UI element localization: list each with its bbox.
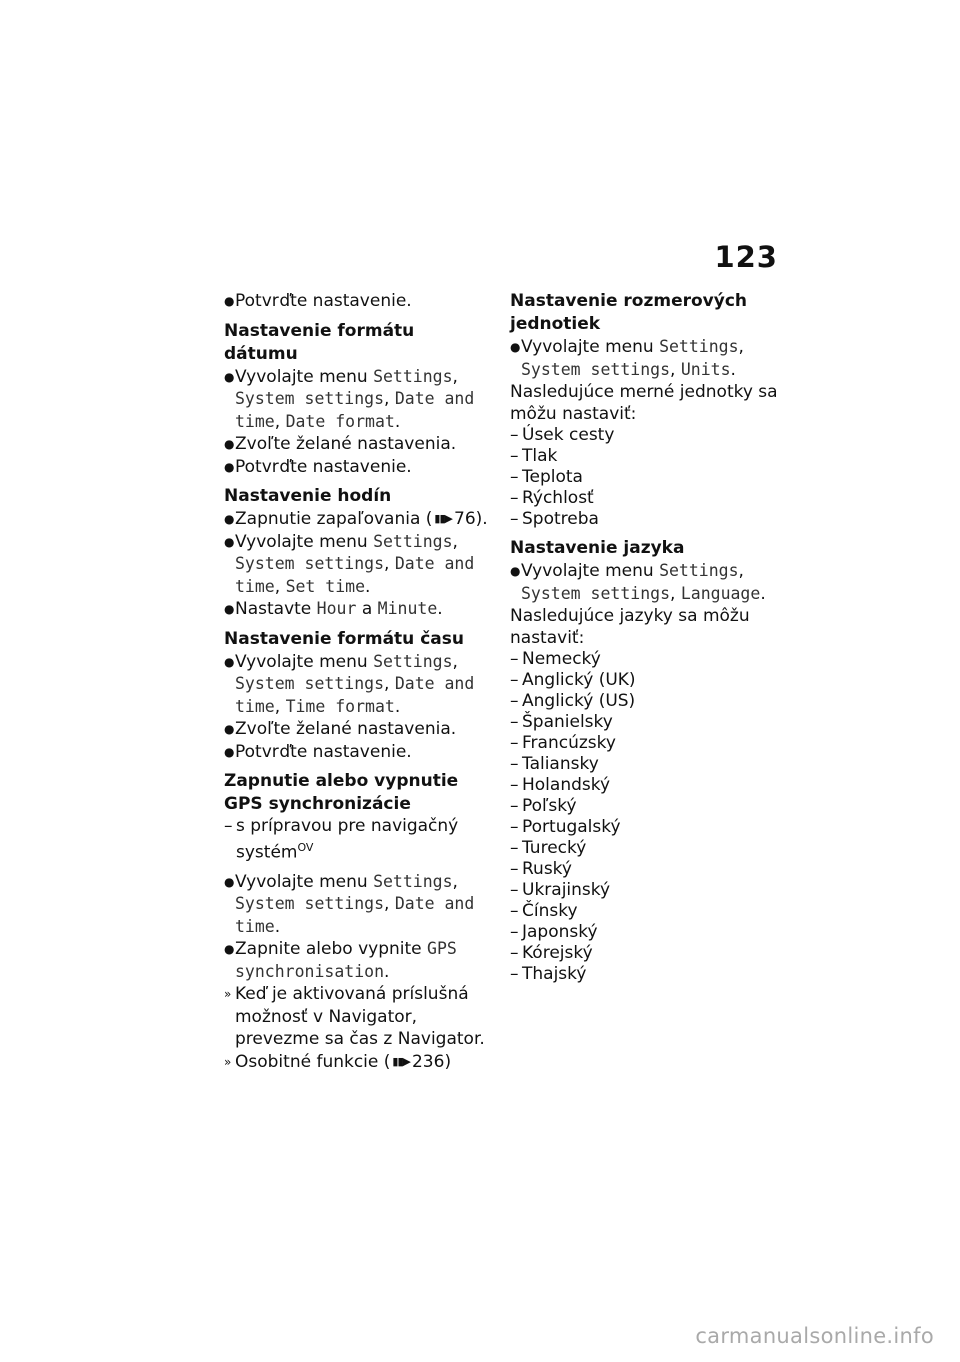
bullet-icon: ●: [224, 722, 235, 736]
page-reference-arrow-icon: ▮▮▶: [392, 1054, 410, 1068]
bullet-icon: ●: [224, 874, 235, 889]
condition-item: – s prípravou pre navigačný systém$^{OV}$: [224, 816, 459, 863]
menu-path: System settings: [235, 674, 385, 693]
bullet-item: ● Zvoľte želané nastavenia.: [224, 719, 457, 739]
menu-path: Date and time: [235, 389, 475, 431]
language-list: [510, 649, 784, 985]
list-item: – Thajský: [510, 964, 587, 984]
bullet-icon: ●: [224, 602, 235, 616]
bullet-icon: ●: [224, 294, 235, 308]
menu-path: Set time: [285, 576, 366, 596]
units-intro: Nasledujúce merné jednotky sa môžu nastaviť:: [510, 382, 778, 424]
menu-path: Settings: [373, 366, 453, 386]
list-item: – Teplota: [510, 467, 583, 487]
menu-path: System settings: [521, 583, 671, 603]
watermark: carmanualsonline.info: [695, 1324, 934, 1348]
menu-path: Units: [680, 359, 731, 379]
menu-path: Date and time: [235, 894, 475, 936]
menu-path: Minute: [377, 599, 438, 618]
section-heading-date-format: Nastavenie formátu dátumu: [224, 320, 415, 364]
bullet-item: ● Vyvolajte menu Settings, System settings, Date and time, Time format.: [224, 651, 475, 717]
menu-path: System settings: [235, 894, 385, 914]
menu-path: Date and time: [235, 554, 475, 596]
bullet-icon: ●: [224, 534, 235, 549]
page-reference[interactable]: 76: [454, 509, 476, 529]
list-item: – Spotreba: [510, 509, 599, 529]
list-item: – Francúzsky: [510, 733, 616, 753]
list-item: – Kórejský: [510, 943, 593, 963]
language-intro: Nasledujúce jazyky sa môžu nastaviť:: [510, 606, 750, 648]
bullet-icon: ●: [224, 942, 235, 957]
bullet-item: ● Zvoľte želané nastavenia.: [224, 434, 457, 454]
menu-path: Settings: [373, 531, 453, 551]
bullet-item: ● Vyvolajte menu Settings, System settings, Language.: [510, 561, 766, 604]
menu-path: System settings: [235, 389, 385, 408]
list-item: – Rýchlosť: [510, 488, 594, 508]
menu-path: GPS synchronisation: [235, 939, 457, 981]
list-item: – Nemecký: [510, 649, 601, 669]
list-item: – Poľský: [510, 796, 577, 816]
menu-path: Settings: [373, 651, 453, 671]
result-arrow-icon: »: [224, 1054, 232, 1069]
menu-path: Time format: [285, 696, 395, 716]
list-item: – Úsek cesty: [510, 425, 615, 445]
menu-path: Settings: [373, 871, 453, 891]
bullet-item: ● Nastavte Hour a Minute.: [224, 599, 443, 619]
bullet-item: ● Vyvolajte menu Settings, System settings, Units.: [510, 337, 744, 380]
menu-path: Date format: [285, 411, 395, 431]
bullet-icon: ●: [510, 564, 521, 578]
list-item: – Španielsky: [510, 712, 613, 732]
list-item: – Tlak: [510, 446, 558, 466]
result-item: » Osobitné funkcie ( ▮▮▶ 236): [224, 1051, 452, 1072]
equipment-code: OV: [297, 841, 314, 854]
list-item: – Čínsky: [510, 901, 578, 921]
bullet-icon: ●: [224, 654, 235, 669]
menu-path: Date and time: [235, 674, 475, 716]
section-heading-language: Nastavenie jazyka: [510, 538, 685, 558]
list-item: – Anglický (US): [510, 691, 636, 711]
list-item: – Ruský: [510, 859, 572, 879]
page-number: 123: [714, 240, 778, 274]
menu-path: Language: [680, 583, 761, 603]
section-heading-clock: Nastavenie hodín: [224, 486, 392, 506]
list-item: – Holandský: [510, 775, 611, 795]
page-reference-arrow-icon: ▮▮▶: [434, 512, 452, 525]
bullet-item: ● Potvrďte nastavenie.: [224, 456, 412, 477]
list-item: – Turecký: [510, 838, 587, 858]
list-item: – Taliansky: [510, 754, 599, 774]
menu-path: Settings: [659, 561, 739, 580]
result-item: » Keď je aktivovaná príslušná možnosť v Navigator, prevezme sa čas z Navigator.: [224, 984, 485, 1050]
menu-path: Settings: [659, 337, 739, 356]
bullet-icon: ●: [224, 512, 235, 526]
left-column: [224, 290, 492, 1073]
bullet-item: ● Vyvolajte menu Settings, System settings, Date and time, Date format.: [224, 366, 475, 432]
list-item: – Portugalský: [510, 817, 621, 837]
section-heading-units: Nastavenie rozmerových jednotiek: [510, 291, 748, 334]
bullet-item: ● Potvrďte nastavenie.: [224, 741, 412, 762]
bullet-icon: ●: [224, 459, 235, 474]
bullet-item: ● Vyvolajte menu Settings, System settings, Date and time, Set time.: [224, 531, 475, 597]
result-arrow-icon: »: [224, 987, 232, 1002]
bullet-icon: ●: [224, 437, 235, 451]
menu-path: System settings: [235, 554, 385, 573]
menu-path: System settings: [521, 359, 671, 379]
bullet-item: ● Vyvolajte menu Settings, System settings, Date and time.: [224, 871, 475, 937]
bullet-item: ● Potvrďte nastavenie.: [224, 291, 412, 311]
bullet-icon: ●: [224, 744, 235, 759]
bullet-item: ● Zapnutie zapaľovania ( ▮▮▶ 76).: [224, 509, 488, 529]
bullet-icon: ●: [224, 369, 235, 384]
list-item: – Anglický (UK): [510, 670, 636, 690]
list-item: – Japonský: [510, 922, 598, 942]
page-reference[interactable]: 236: [411, 1051, 445, 1072]
right-column: [510, 290, 784, 985]
section-heading-gps: Zapnutie alebo vypnutie GPS synchronizácie: [224, 771, 459, 814]
bullet-item: ● Zapnite alebo vypnite GPS synchronisation.: [224, 939, 457, 982]
list-item: – Ukrajinský: [510, 880, 611, 900]
section-heading-time-format: Nastavenie formátu času: [224, 628, 464, 649]
bullet-icon: ●: [510, 340, 521, 354]
units-list: [510, 425, 784, 530]
menu-path: Hour: [316, 599, 357, 618]
